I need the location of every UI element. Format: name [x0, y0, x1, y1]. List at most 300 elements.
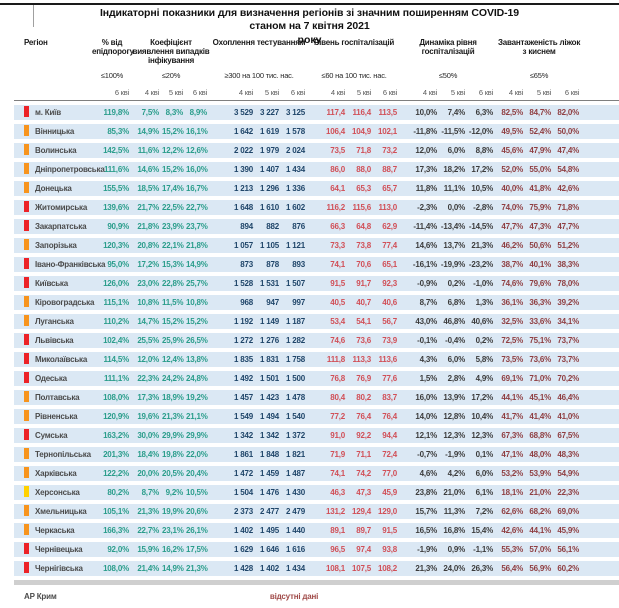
dynamics-apr6: -2,8% [468, 200, 496, 215]
detection-coefficient-header: Коефіцієнт виявлення випадків інфікування [132, 38, 210, 65]
table-row [14, 485, 619, 500]
hospitalization-apr6: 92,3 [374, 276, 400, 291]
hospitalization-apr6: 129,0 [374, 504, 400, 519]
epidemic-threshold-header: % від епідпорогу [92, 38, 134, 56]
dynamics-apr4: 14,0% [400, 409, 440, 424]
oxygen-beds-apr5: 79,6% [526, 276, 554, 291]
dynamics-apr6: 5,8% [468, 352, 496, 367]
region-cell [14, 523, 92, 538]
testing-coverage-apr5: 1 495 [256, 523, 282, 538]
date-label: 5 кві [348, 87, 374, 101]
testing-coverage-apr6: 1 602 [282, 200, 308, 215]
dynamics-apr4: 14,6% [400, 238, 440, 253]
region-cell [14, 542, 92, 557]
detection-coef-apr5: 15,2% [162, 162, 186, 177]
top-border-line [0, 3, 619, 5]
epidemic-threshold-value: 115,1% [92, 295, 132, 310]
dynamics-apr4: -2,3% [400, 200, 440, 215]
detection-coef-apr5: 15,3% [162, 257, 186, 272]
oxygen-beds-apr4: 44,1% [496, 390, 526, 405]
detection-coef-apr4: 14,6% [132, 162, 162, 177]
epidemic-threshold-value: 85,3% [92, 124, 132, 139]
oxygen-beds-apr6: 69,0% [554, 504, 582, 519]
testing-coverage-apr4: 1 492 [210, 371, 256, 386]
region-name: Тернопільська [35, 450, 91, 459]
epidemic-threshold-value: 119,8% [92, 105, 132, 120]
dynamics-apr6: 6,0% [468, 466, 496, 481]
row-spacer [582, 124, 619, 139]
testing-coverage-apr6: 2 479 [282, 504, 308, 519]
oxygen-beds-apr4: 47,7% [496, 219, 526, 234]
testing-coverage-apr4: 1 192 [210, 314, 256, 329]
testing-coverage-apr5: 1 831 [256, 352, 282, 367]
oxygen-beds-apr4: 47,1% [496, 447, 526, 462]
oxygen-beds-apr4: 52,0% [496, 162, 526, 177]
oxygen-beds-apr5: 41,4% [526, 409, 554, 424]
region-cell [14, 409, 92, 424]
testing-coverage-apr6: 1 187 [282, 314, 308, 329]
no-data-note: відсутні дані [92, 589, 496, 604]
detection-coef-apr4: 18,4% [132, 447, 162, 462]
row-spacer [582, 238, 619, 253]
oxygen-beds-apr6: 42,6% [554, 181, 582, 196]
testing-coverage-apr5: 1 296 [256, 181, 282, 196]
dynamics-apr4: 15,7% [400, 504, 440, 519]
oxygen-beds-apr4: 55,3% [496, 542, 526, 557]
testing-coverage-apr5: 1 531 [256, 276, 282, 291]
detection-coef-apr5: 17,4% [162, 181, 186, 196]
red-status-indicator [24, 562, 29, 573]
table-row [14, 238, 619, 253]
oxygen-beds-apr6: 47,7% [554, 219, 582, 234]
oxygen-beds-apr5: 75,1% [526, 333, 554, 348]
region-cell [14, 257, 106, 272]
epidemic-threshold-value: 122,2% [92, 466, 132, 481]
detection-coef-apr4: 14,7% [132, 314, 162, 329]
dynamics-apr4: -16,1% [400, 257, 440, 272]
hospitalization-apr5: 71,8 [348, 143, 374, 158]
detection-coef-apr6: 22,0% [186, 447, 210, 462]
hospitalization-apr4: 77,2 [308, 409, 348, 424]
threshold-dyn: ≤50% [438, 71, 458, 80]
hospitalization-apr4: 74,1 [308, 257, 348, 272]
detection-coef-apr5: 19,9% [162, 504, 186, 519]
hospitalization-apr6: 93,8 [374, 542, 400, 557]
testing-coverage-apr4: 873 [210, 257, 256, 272]
dynamics-apr5: 0,0% [440, 200, 468, 215]
oxygen-beds-apr4: 74,6% [496, 276, 526, 291]
testing-coverage-apr4: 1 342 [210, 428, 256, 443]
testing-coverage-apr6: 893 [282, 257, 308, 272]
dynamics-apr4: 16,5% [400, 523, 440, 538]
epidemic-threshold-value: 114,5% [92, 352, 132, 367]
dynamics-apr6: 15,4% [468, 523, 496, 538]
orange-status-indicator [24, 505, 29, 516]
row-spacer [582, 466, 619, 481]
oxygen-beds-apr6: 38,3% [554, 257, 582, 272]
dynamics-apr4: -0,1% [400, 333, 440, 348]
region-name: Херсонська [35, 488, 80, 497]
epidemic-threshold-value: 139,6% [92, 200, 132, 215]
dynamics-apr6: 1,3% [468, 295, 496, 310]
testing-coverage-apr4: 1 648 [210, 200, 256, 215]
hospitalization-apr6: 83,7 [374, 390, 400, 405]
epidemic-threshold-value: 126,0% [92, 276, 132, 291]
table-row [14, 276, 619, 291]
oxygen-beds-apr5: 33,6% [526, 314, 554, 329]
hospitalization-apr5: 107,5 [348, 561, 374, 576]
detection-coef-apr4: 14,9% [132, 124, 162, 139]
dynamics-apr6: -1,0% [468, 276, 496, 291]
threshold-epid: ≤100% [100, 71, 124, 80]
orange-status-indicator [24, 410, 29, 421]
covid-indicators-table [14, 34, 619, 608]
region-name: Вінницька [35, 127, 75, 136]
testing-coverage-apr4: 1 835 [210, 352, 256, 367]
oxygen-beds-apr6: 45,9% [554, 523, 582, 538]
detection-coef-apr4: 19,6% [132, 409, 162, 424]
detection-coef-apr5: 29,9% [162, 428, 186, 443]
dynamics-apr4: -11,4% [400, 219, 440, 234]
testing-coverage-apr4: 2 373 [210, 504, 256, 519]
table-row [14, 105, 619, 120]
date-label: 4 кві [132, 87, 162, 101]
dynamics-apr4: 8,7% [400, 295, 440, 310]
region-cell [14, 238, 92, 253]
detection-coef-apr6: 16,7% [186, 181, 210, 196]
detection-coef-apr5: 15,2% [162, 314, 186, 329]
dynamics-apr5: 18,2% [440, 162, 468, 177]
oxygen-beds-apr6: 50,0% [554, 124, 582, 139]
testing-coverage-apr5: 1 459 [256, 466, 282, 481]
region-cell [14, 352, 92, 367]
dynamics-apr6: 8,8% [468, 143, 496, 158]
testing-coverage-header: Охоплення тестуванням [212, 38, 306, 47]
dynamics-apr5: 11,1% [440, 181, 468, 196]
date-label: 4 кві [400, 87, 440, 101]
oxygen-beds-apr6: 51,2% [554, 238, 582, 253]
oxygen-beds-apr4: 69,1% [496, 371, 526, 386]
dynamics-apr5: 24,0% [440, 561, 468, 576]
oxygen-beds-apr6: 54,8% [554, 162, 582, 177]
hospitalization-apr6: 45,9 [374, 485, 400, 500]
hospitalization-apr5: 80,2 [348, 390, 374, 405]
detection-coef-apr5: 23,9% [162, 219, 186, 234]
hospitalization-apr5: 71,1 [348, 447, 374, 462]
hospitalization-apr4: 86,0 [308, 162, 348, 177]
testing-coverage-apr4: 1 402 [210, 523, 256, 538]
testing-coverage-apr6: 1 578 [282, 124, 308, 139]
table-row [14, 504, 619, 519]
dynamics-apr6: 17,2% [468, 162, 496, 177]
gray-divider [14, 580, 619, 585]
testing-coverage-apr6: 1 758 [282, 352, 308, 367]
region-cell [14, 219, 92, 234]
hospitalization-apr5: 89,7 [348, 523, 374, 538]
detection-coef-apr4: 21,8% [132, 219, 162, 234]
hospitalization-apr4: 131,2 [308, 504, 348, 519]
epidemic-threshold-value: 110,2% [92, 314, 132, 329]
orange-status-indicator [24, 182, 29, 193]
testing-coverage-apr5: 1 105 [256, 238, 282, 253]
dynamics-apr5: 11,3% [440, 504, 468, 519]
testing-coverage-apr5: 947 [256, 295, 282, 310]
testing-coverage-apr4: 1 472 [210, 466, 256, 481]
detection-coef-apr6: 20,4% [186, 466, 210, 481]
dynamics-apr4: 23,8% [400, 485, 440, 500]
row-spacer [582, 181, 619, 196]
epidemic-threshold-value: 111,6% [92, 162, 132, 177]
testing-coverage-apr6: 1 478 [282, 390, 308, 405]
testing-coverage-apr5: 1 476 [256, 485, 282, 500]
testing-coverage-apr6: 1 540 [282, 409, 308, 424]
region-name: м. Київ [35, 108, 61, 117]
testing-coverage-apr5: 1 979 [256, 143, 282, 158]
red-status-indicator [24, 353, 29, 364]
hospitalization-apr6: 56,7 [374, 314, 400, 329]
region-name: Дніпропетровська [35, 165, 105, 174]
detection-coef-apr6: 15,2% [186, 314, 210, 329]
region-name: Закарпатська [35, 222, 87, 231]
testing-coverage-apr5: 1 501 [256, 371, 282, 386]
table-row [14, 257, 619, 272]
table-row [14, 181, 619, 196]
epidemic-threshold-value: 163,2% [92, 428, 132, 443]
date-label: 5 кві [256, 87, 282, 101]
testing-coverage-apr4: 1 272 [210, 333, 256, 348]
date-label: 6 кві [374, 87, 400, 101]
dynamics-apr6: 6,1% [468, 485, 496, 500]
dynamics-apr5: 13,7% [440, 238, 468, 253]
dynamics-apr5: -1,9% [440, 447, 468, 462]
hospitalization-apr4: 96,5 [308, 542, 348, 557]
detection-coef-apr5: 24,2% [162, 371, 186, 386]
oxygen-beds-apr6: 82,0% [554, 105, 582, 120]
row-spacer [582, 447, 619, 462]
testing-coverage-apr4: 968 [210, 295, 256, 310]
region-cell [14, 124, 92, 139]
region-name: Івано-Франківська [35, 260, 106, 269]
hospitalization-apr4: 111,8 [308, 352, 348, 367]
detection-coef-apr6: 22,7% [186, 200, 210, 215]
detection-coef-apr6: 19,2% [186, 390, 210, 405]
row-spacer [582, 352, 619, 367]
row-spacer [582, 314, 619, 329]
oxygen-beds-apr5: 71,0% [526, 371, 554, 386]
detection-coef-apr5: 22,5% [162, 200, 186, 215]
region-name: Донецька [35, 184, 72, 193]
row-spacer [582, 428, 619, 443]
detection-coef-apr5: 12,2% [162, 143, 186, 158]
oxygen-beds-apr4: 45,6% [496, 143, 526, 158]
detection-coef-apr6: 21,3% [186, 561, 210, 576]
detection-coef-apr4: 8,7% [132, 485, 162, 500]
hospitalization-apr6: 65,1 [374, 257, 400, 272]
testing-coverage-apr6: 1 372 [282, 428, 308, 443]
date-header-row [14, 87, 619, 101]
hospitalization-apr5: 76,4 [348, 409, 374, 424]
region-cell [14, 105, 92, 120]
dynamics-apr5: 6,8% [440, 295, 468, 310]
dynamics-apr5: 7,4% [440, 105, 468, 120]
threshold-row [14, 69, 619, 83]
epidemic-threshold-value: 90,9% [92, 219, 132, 234]
dynamics-apr6: 10,5% [468, 181, 496, 196]
date-label: 6 кві [554, 87, 582, 101]
red-status-indicator [24, 334, 29, 345]
dynamics-apr4: -1,9% [400, 542, 440, 557]
detection-coef-apr4: 21,7% [132, 200, 162, 215]
testing-coverage-apr6: 1 430 [282, 485, 308, 500]
hospitalization-dynamics-header: Динаміка рівня госпіталізацій [419, 38, 477, 56]
oxygen-beds-apr5: 75,9% [526, 200, 554, 215]
region-cell [14, 314, 92, 329]
region-name: Сумська [35, 431, 68, 440]
testing-coverage-apr5: 1 276 [256, 333, 282, 348]
testing-coverage-apr5: 1 423 [256, 390, 282, 405]
region-cell [14, 485, 92, 500]
testing-coverage-apr6: 1 434 [282, 561, 308, 576]
detection-coef-apr6: 17,5% [186, 542, 210, 557]
hospitalization-apr5: 64,8 [348, 219, 374, 234]
oxygen-beds-apr4: 74,0% [496, 200, 526, 215]
orange-status-indicator [24, 239, 29, 250]
title-line-2: станом на 7 квітня 2021 [249, 20, 370, 32]
detection-coef-apr4: 10,8% [132, 295, 162, 310]
dynamics-apr4: 12,0% [400, 143, 440, 158]
hospitalization-apr6: 72,4 [374, 447, 400, 462]
dynamics-apr6: 26,3% [468, 561, 496, 576]
detection-coef-apr5: 21,3% [162, 409, 186, 424]
dynamics-apr4: 16,0% [400, 390, 440, 405]
table-row [14, 561, 619, 576]
threshold-beds: ≤65% [529, 71, 549, 80]
hospitalization-apr4: 73,5 [308, 143, 348, 158]
dynamics-apr5: 46,8% [440, 314, 468, 329]
hospitalization-apr5: 47,3 [348, 485, 374, 500]
hospitalization-apr4: 46,3 [308, 485, 348, 500]
testing-coverage-apr5: 1 848 [256, 447, 282, 462]
hospitalization-apr6: 113,6 [374, 352, 400, 367]
orange-status-indicator [24, 144, 29, 155]
region-cell [14, 428, 92, 443]
table-row [14, 295, 619, 310]
dynamics-apr5: 0,9% [440, 542, 468, 557]
dynamics-apr4: -11,8% [400, 124, 440, 139]
dynamics-apr5: -13,4% [440, 219, 468, 234]
hospitalization-apr5: 113,3 [348, 352, 374, 367]
dynamics-apr4: 43,0% [400, 314, 440, 329]
testing-coverage-apr4: 894 [210, 219, 256, 234]
orange-status-indicator [24, 125, 29, 136]
oxygen-beds-apr4: 73,5% [496, 352, 526, 367]
hospitalization-apr4: 91,0 [308, 428, 348, 443]
row-spacer [582, 257, 619, 272]
date-label: 5 кві [162, 87, 186, 101]
dynamics-apr5: -11,5% [440, 124, 468, 139]
oxygen-beds-apr5: 56,9% [526, 561, 554, 576]
detection-coef-apr6: 25,7% [186, 276, 210, 291]
testing-coverage-apr6: 1 282 [282, 333, 308, 348]
oxygen-beds-apr5: 21,0% [526, 485, 554, 500]
title-line-1: Індикаторні показники для визначення регіонів зі значним поширенням COVID-19 [99, 7, 520, 19]
oxygen-beds-apr4: 32,5% [496, 314, 526, 329]
crimea-row [14, 589, 619, 604]
testing-coverage-apr6: 1 434 [282, 162, 308, 177]
hospitalization-apr5: 73,6 [348, 333, 374, 348]
table-row [14, 409, 619, 424]
detection-coef-apr6: 26,1% [186, 523, 210, 538]
row-spacer [582, 542, 619, 557]
epidemic-threshold-value: 80,2% [92, 485, 132, 500]
red-status-indicator [24, 220, 29, 231]
dynamics-apr6: 4,9% [468, 371, 496, 386]
hospitalization-apr4: 108,1 [308, 561, 348, 576]
row-spacer [582, 219, 619, 234]
hospitalization-apr5: 65,3 [348, 181, 374, 196]
oxygen-beds-apr4: 56,4% [496, 561, 526, 576]
testing-coverage-apr4: 1 504 [210, 485, 256, 500]
dynamics-apr6: 0,1% [468, 447, 496, 462]
detection-coef-apr4: 17,3% [132, 390, 162, 405]
hospitalization-apr6: 40,6 [374, 295, 400, 310]
hospitalization-apr6: 113,0 [374, 200, 400, 215]
testing-coverage-apr4: 1 861 [210, 447, 256, 462]
oxygen-beds-apr5: 55,0% [526, 162, 554, 177]
dynamics-apr5: 12,8% [440, 409, 468, 424]
epidemic-threshold-value: 120,9% [92, 409, 132, 424]
testing-coverage-apr5: 1 619 [256, 124, 282, 139]
date-label: 6 кві [92, 87, 132, 101]
oxygen-beds-apr4: 41,7% [496, 409, 526, 424]
dynamics-apr4: 17,3% [400, 162, 440, 177]
epidemic-threshold-value: 102,4% [92, 333, 132, 348]
oxygen-beds-apr5: 53,9% [526, 466, 554, 481]
dynamics-apr5: 6,0% [440, 352, 468, 367]
testing-coverage-apr4: 1 457 [210, 390, 256, 405]
hospitalization-apr6: 73,2 [374, 143, 400, 158]
hospitalization-apr5: 73,8 [348, 238, 374, 253]
detection-coef-apr4: 21,4% [132, 561, 162, 576]
row-spacer [582, 333, 619, 348]
oxygen-beds-apr5: 36,3% [526, 295, 554, 310]
epidemic-threshold-value: 155,5% [92, 181, 132, 196]
threshold-coef: ≤20% [161, 71, 181, 80]
region-cell [14, 466, 92, 481]
region-cell [14, 276, 92, 291]
oxygen-beds-apr4: 36,1% [496, 295, 526, 310]
hospitalization-apr6: 88,7 [374, 162, 400, 177]
hospitalization-apr4: 66,3 [308, 219, 348, 234]
region-name: Хмельницька [35, 507, 87, 516]
testing-coverage-apr6: 1 440 [282, 523, 308, 538]
hospitalization-apr6: 62,9 [374, 219, 400, 234]
oxygen-beds-apr4: 40,0% [496, 181, 526, 196]
row-spacer [582, 143, 619, 158]
detection-coef-apr5: 9,2% [162, 485, 186, 500]
row-spacer [582, 523, 619, 538]
hospitalization-apr4: 74,1 [308, 466, 348, 481]
detection-coef-apr4: 30,0% [132, 428, 162, 443]
table-row [14, 333, 619, 348]
hospitalization-apr6: 91,5 [374, 523, 400, 538]
row-spacer [582, 295, 619, 310]
oxygen-beds-apr5: 44,1% [526, 523, 554, 538]
region-cell [14, 504, 92, 519]
detection-coef-apr5: 20,5% [162, 466, 186, 481]
red-status-indicator [24, 201, 29, 212]
hospitalization-apr5: 88,0 [348, 162, 374, 177]
